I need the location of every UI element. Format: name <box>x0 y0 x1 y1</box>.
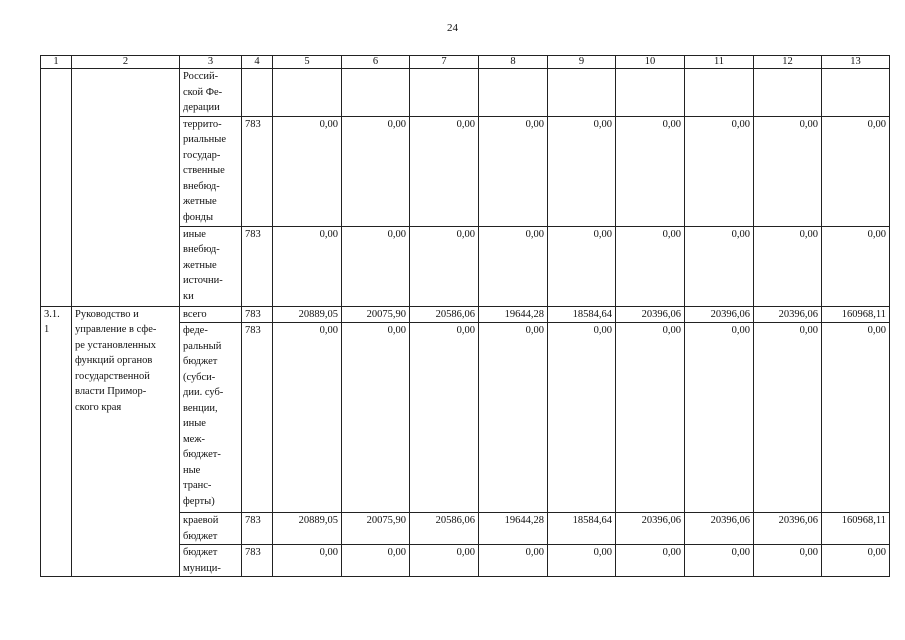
code-cell: 783 <box>242 226 273 306</box>
value-cell: 0,00 <box>342 323 410 513</box>
value-cell: 20396,06 <box>685 513 754 545</box>
value-cell: 20396,06 <box>616 306 685 323</box>
value-cell: 0,00 <box>822 545 890 577</box>
value-cell: 0,00 <box>548 116 616 226</box>
header-row <box>41 56 890 69</box>
header-cell: 4 <box>242 56 273 69</box>
budget-table <box>40 55 890 577</box>
value-cell: 0,00 <box>754 545 822 577</box>
row-name-cell: Руководство и управление в сфе- ре установленных функций органов государственной власти Примор- ского края <box>72 306 180 577</box>
value-cell: 0,00 <box>342 226 410 306</box>
value-cell <box>342 69 410 117</box>
value-cell: 0,00 <box>822 226 890 306</box>
header-cell: 11 <box>685 56 754 69</box>
value-cell <box>410 69 479 117</box>
value-cell: 0,00 <box>822 116 890 226</box>
header-cell: 1 <box>41 56 72 69</box>
value-cell: 19644,28 <box>479 513 548 545</box>
value-cell: 20075,90 <box>342 513 410 545</box>
value-cell: 19644,28 <box>479 306 548 323</box>
code-cell: 783 <box>242 116 273 226</box>
value-cell: 18584,64 <box>548 513 616 545</box>
funding-source-cell: террито- риальные государ- ственные внебюд- жетные фонды <box>180 116 242 226</box>
row-name-cell <box>72 69 180 307</box>
header-cell: 3 <box>180 56 242 69</box>
funding-source-cell: краевой бюджет <box>180 513 242 545</box>
header-cell: 6 <box>342 56 410 69</box>
value-cell: 0,00 <box>754 226 822 306</box>
value-cell: 0,00 <box>410 545 479 577</box>
page-number: 24 <box>447 22 458 34</box>
header-cell: 7 <box>410 56 479 69</box>
value-cell <box>822 69 890 117</box>
code-cell: 783 <box>242 323 273 513</box>
value-cell: 0,00 <box>548 323 616 513</box>
funding-source-cell: феде- ральный бюджет (субси- дии. суб- венции, иные меж- бюджет- ные транс- ферты) <box>180 323 242 513</box>
value-cell: 0,00 <box>685 323 754 513</box>
code-cell: 783 <box>242 513 273 545</box>
value-cell: 0,00 <box>342 116 410 226</box>
value-cell: 0,00 <box>342 545 410 577</box>
funding-source-cell: всего <box>180 306 242 323</box>
value-cell <box>548 69 616 117</box>
value-cell: 20396,06 <box>754 306 822 323</box>
code-cell <box>242 69 273 117</box>
funding-source-cell: иные внебюд- жетные источни- ки <box>180 226 242 306</box>
header-cell: 12 <box>754 56 822 69</box>
value-cell <box>273 69 342 117</box>
value-cell: 0,00 <box>685 226 754 306</box>
table-row <box>41 69 890 117</box>
value-cell: 20889,05 <box>273 513 342 545</box>
value-cell: 0,00 <box>754 323 822 513</box>
value-cell: 0,00 <box>548 226 616 306</box>
value-cell <box>685 69 754 117</box>
row-id-cell <box>41 69 72 307</box>
value-cell: 20889,05 <box>273 306 342 323</box>
value-cell: 0,00 <box>273 323 342 513</box>
table-row <box>41 306 890 323</box>
value-cell: 0,00 <box>410 116 479 226</box>
funding-source-cell: Россий- ской Фе- дерации <box>180 69 242 117</box>
header-cell: 10 <box>616 56 685 69</box>
value-cell <box>479 69 548 117</box>
value-cell: 0,00 <box>685 545 754 577</box>
funding-source-cell: бюджет муници- <box>180 545 242 577</box>
value-cell: 0,00 <box>273 116 342 226</box>
value-cell: 0,00 <box>616 323 685 513</box>
header-cell: 9 <box>548 56 616 69</box>
value-cell: 20396,06 <box>754 513 822 545</box>
value-cell: 0,00 <box>410 323 479 513</box>
value-cell <box>616 69 685 117</box>
value-cell: 0,00 <box>685 116 754 226</box>
row-id-cell: 3.1. 1 <box>41 306 72 577</box>
value-cell: 20396,06 <box>616 513 685 545</box>
value-cell: 0,00 <box>548 545 616 577</box>
value-cell: 0,00 <box>479 226 548 306</box>
header-cell: 8 <box>479 56 548 69</box>
value-cell: 20075,90 <box>342 306 410 323</box>
header-cell: 2 <box>72 56 180 69</box>
value-cell: 20586,06 <box>410 306 479 323</box>
value-cell: 160968,11 <box>822 513 890 545</box>
value-cell: 20586,06 <box>410 513 479 545</box>
value-cell: 0,00 <box>616 226 685 306</box>
value-cell: 0,00 <box>273 226 342 306</box>
value-cell: 0,00 <box>273 545 342 577</box>
value-cell: 18584,64 <box>548 306 616 323</box>
value-cell: 0,00 <box>479 116 548 226</box>
header-cell: 5 <box>273 56 342 69</box>
value-cell: 0,00 <box>616 116 685 226</box>
value-cell: 20396,06 <box>685 306 754 323</box>
value-cell <box>754 69 822 117</box>
header-cell: 13 <box>822 56 890 69</box>
value-cell: 0,00 <box>822 323 890 513</box>
code-cell: 783 <box>242 545 273 577</box>
value-cell: 0,00 <box>616 545 685 577</box>
value-cell: 0,00 <box>410 226 479 306</box>
value-cell: 160968,11 <box>822 306 890 323</box>
value-cell: 0,00 <box>479 545 548 577</box>
value-cell: 0,00 <box>479 323 548 513</box>
code-cell: 783 <box>242 306 273 323</box>
value-cell: 0,00 <box>754 116 822 226</box>
